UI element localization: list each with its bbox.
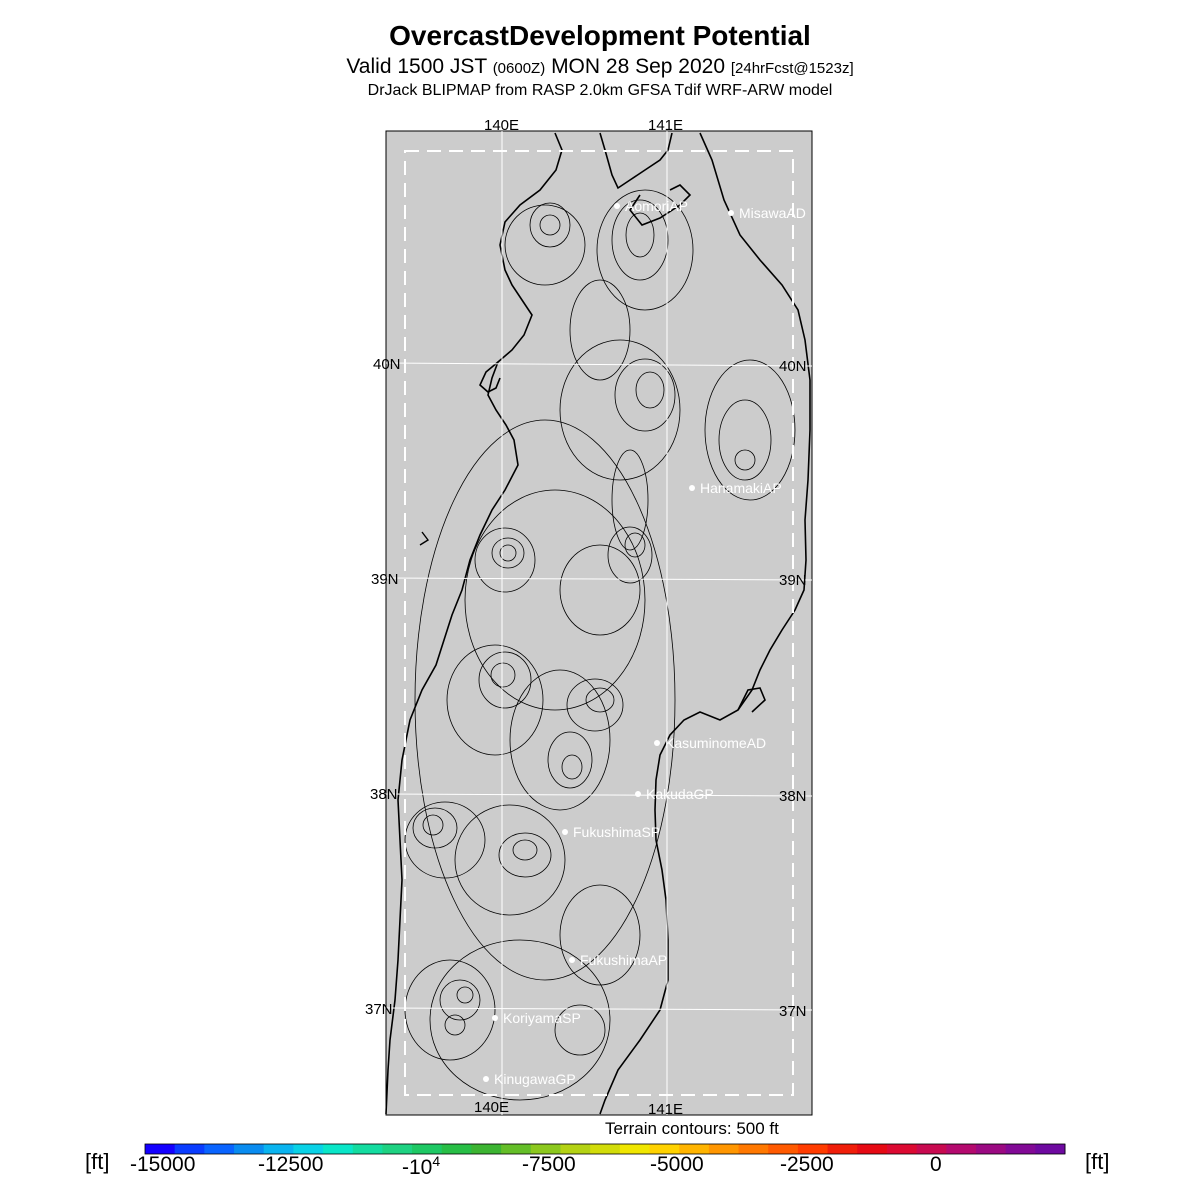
lat-label-39n-right: 39N xyxy=(779,572,807,589)
station-dot xyxy=(614,203,620,209)
colorbar-swatch xyxy=(590,1144,620,1154)
station-fukushimaap[interactable]: FukushimaAP xyxy=(580,952,668,968)
map-title: OvercastDevelopment Potential xyxy=(389,20,811,51)
valid-zulu: (0600Z) xyxy=(492,60,546,77)
valid-date: MON 28 Sep 2020 xyxy=(551,55,725,78)
lon-label-140e-top: 140E xyxy=(484,117,520,134)
station-fukushimasp[interactable]: FukushimaSP xyxy=(573,824,661,840)
station-kakudagp[interactable]: KakudaGP xyxy=(646,786,714,802)
colorbar-swatch xyxy=(976,1144,1006,1154)
station-dot xyxy=(562,829,568,835)
station-dot xyxy=(569,957,575,963)
colorbar-label-minus7500: -7500 xyxy=(522,1153,576,1176)
lat-label-40n-right: 40N xyxy=(779,358,807,375)
colorbar-label-minus5000: -5000 xyxy=(650,1153,704,1176)
lat-label-39n-left: 39N xyxy=(371,571,399,588)
lat-label-37n-left: 37N xyxy=(365,1001,393,1018)
station-dot xyxy=(654,740,660,746)
lat-label-38n-left: 38N xyxy=(370,786,398,803)
colorbar-swatch xyxy=(353,1144,383,1154)
lat-label-38n-right: 38N xyxy=(779,788,807,805)
terrain-contour-note: Terrain contours: 500 ft xyxy=(605,1119,779,1138)
colorbar-label-minus2500: -2500 xyxy=(780,1153,834,1176)
station-aomoriap[interactable]: AomoriAP xyxy=(625,198,689,214)
colorbar-label-minus15000: -15000 xyxy=(130,1153,196,1176)
lat-label-40n-left: 40N xyxy=(373,356,401,373)
colorbar-swatch xyxy=(620,1144,650,1154)
lon-label-141e-top: 141E xyxy=(648,117,684,134)
station-kinugawagp[interactable]: KinugawaGP xyxy=(494,1071,576,1087)
lon-label-140e-bottom: 140E xyxy=(474,1099,510,1116)
station-misawaad[interactable]: MisawaAD xyxy=(739,205,806,221)
colorbar-swatch xyxy=(709,1144,739,1154)
colorbar-label-exponent: 4 xyxy=(432,1153,441,1169)
colorbar-swatch xyxy=(323,1144,353,1154)
valid-prefix: Valid 1500 JST xyxy=(346,55,487,78)
colorbar-unit-right: [ft] xyxy=(1085,1149,1110,1174)
colorbar-label-zero: 0 xyxy=(930,1153,942,1176)
forecast-label: [24hrFcst@1523z] xyxy=(730,60,854,77)
station-dot xyxy=(483,1076,489,1082)
colorbar-swatch xyxy=(946,1144,976,1154)
station-dot xyxy=(689,485,695,491)
station-kasuminomead[interactable]: KasuminomeAD xyxy=(665,735,767,751)
station-dot xyxy=(492,1015,498,1021)
colorbar-label-base: -10 xyxy=(402,1156,433,1179)
colorbar-unit-left: [ft] xyxy=(85,1149,110,1174)
colorbar-label-minus12500: -12500 xyxy=(258,1153,324,1176)
colorbar-swatch xyxy=(442,1144,472,1154)
colorbar-swatch xyxy=(1006,1144,1036,1154)
colorbar-label-minus10000 xyxy=(402,1153,440,1180)
station-hanamakiap[interactable]: HanamakiAP xyxy=(700,480,782,496)
colorbar-swatch xyxy=(1035,1144,1065,1154)
lat-label-37n-right: 37N xyxy=(779,1003,807,1020)
model-line: DrJack BLIPMAP from RASP 2.0km GFSA Tdif WRF-ARW model xyxy=(367,82,833,99)
station-dot xyxy=(635,791,641,797)
station-koriyamasp[interactable]: KoriyamaSP xyxy=(503,1010,581,1026)
station-dot xyxy=(728,210,734,216)
colorbar-swatch xyxy=(739,1144,769,1154)
colorbar-swatch xyxy=(471,1144,501,1154)
colorbar-swatch xyxy=(887,1144,917,1154)
lon-label-141e-bottom: 141E xyxy=(648,1101,684,1118)
colorbar-swatch xyxy=(204,1144,234,1154)
colorbar-swatch xyxy=(857,1144,887,1154)
